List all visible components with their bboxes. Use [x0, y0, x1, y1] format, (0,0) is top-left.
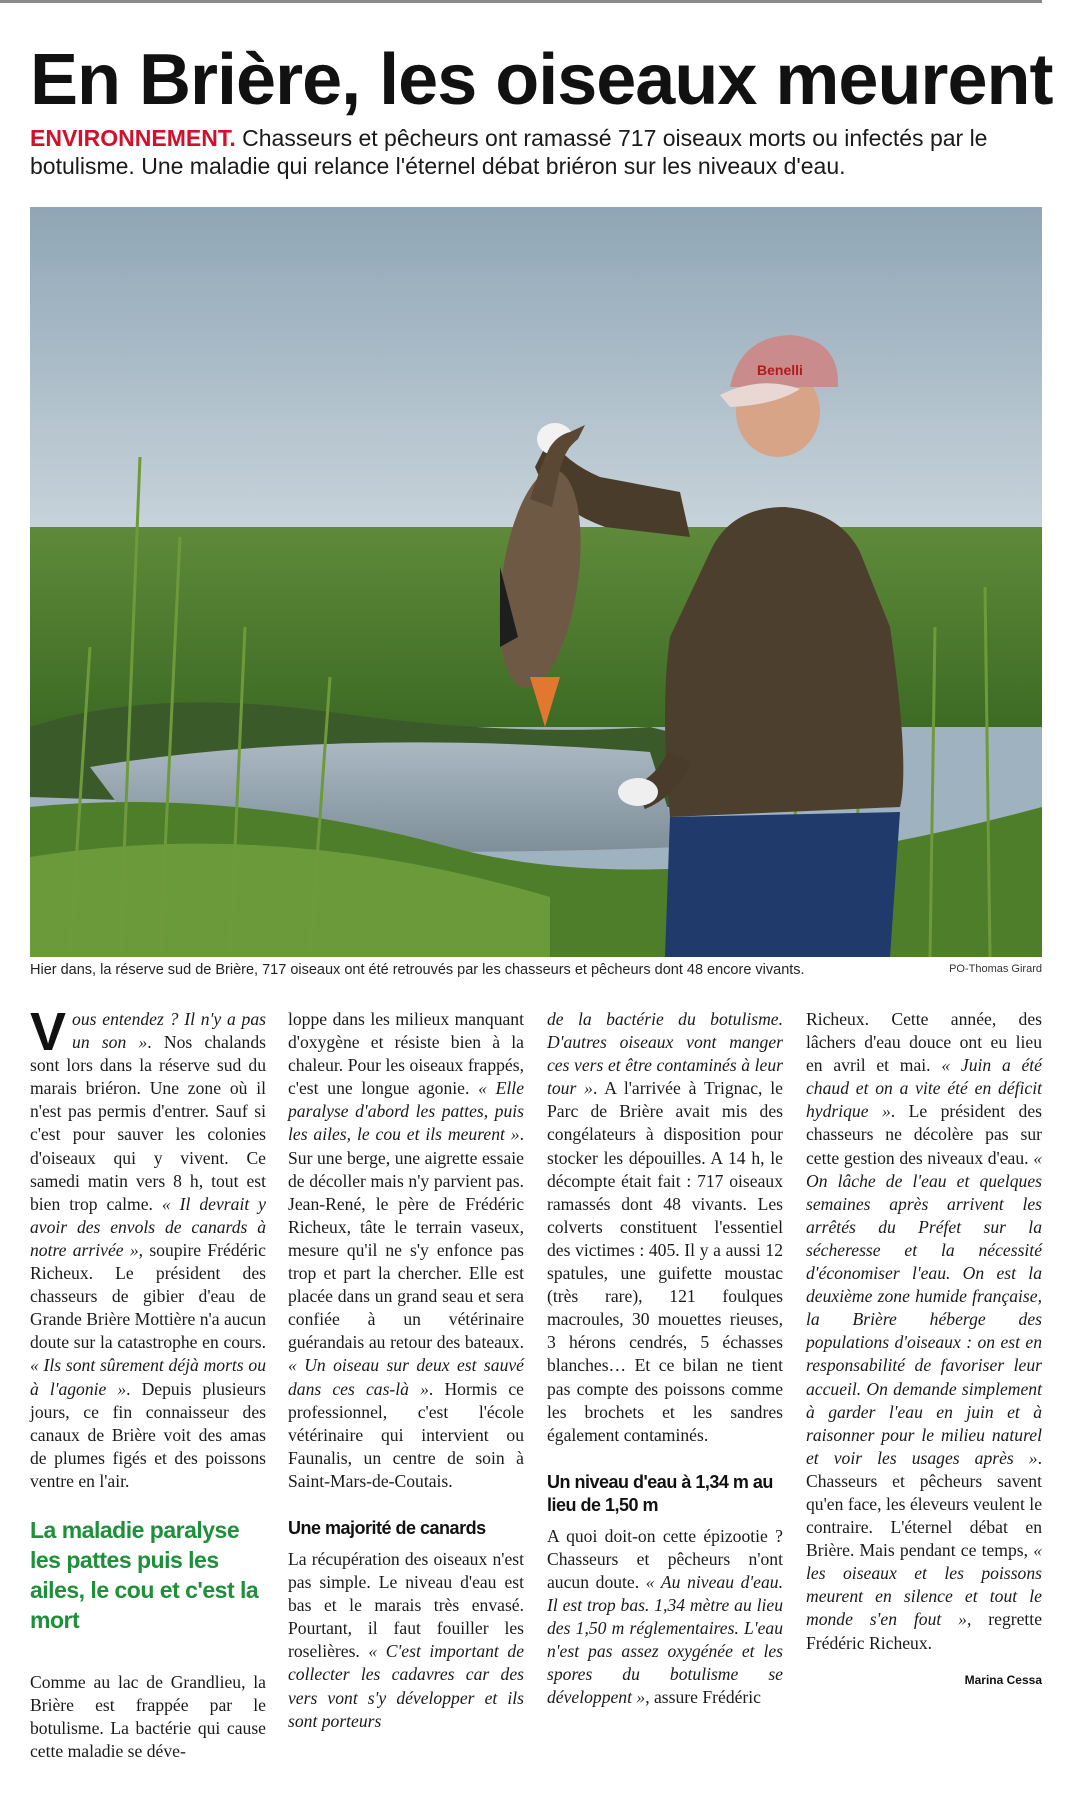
kicker: ENVIRONNEMENT. — [30, 125, 236, 151]
text: . Le président des chasseurs ne décolère pas sur cette gestion des niveaux d'eau. — [806, 1101, 1042, 1168]
photo-caption — [30, 962, 1042, 986]
paragraph — [806, 1008, 1042, 1655]
text: Richeux. Cette année, des lâchers d'eau douce ont eu lieu en avril et mai. — [806, 1009, 1042, 1076]
text: A quoi doit-on cette épizootie ? Chasseurs et pêcheurs n'ont aucun doute. — [547, 1525, 783, 1592]
paragraph — [288, 1548, 524, 1733]
quote: « les oiseaux et les poissons meurent en silence et tout le monde s'en fout » — [806, 1540, 1042, 1630]
text: . A l'arrivée à Trignac, le Parc de Brière avait mis des congélateurs à disposition pour stocker les dépouilles. A 14 h, le décompte était fait : 717 oiseaux ramassés dont 48 vivants. Les colverts constituent l'essentiel des victimes : 405. Il y a aussi 12 spatules, une guifette moustac (très rare), 121 foulques macroules, 30 mouettes rieuses, 3 hérons cendrés, 5 échasses blanches… Et ce bilan ne tient pas compte des poissons comme les brochets et les sandres également contaminés. — [547, 1078, 783, 1445]
photo-credit: PO-Thomas Girard — [949, 963, 1042, 975]
caption-text: Hier dans, la réserve sud de Brière, 717 oiseaux ont été retrouvés par les chasseurs et pêcheurs dont 48 encore vivants. — [30, 962, 805, 978]
text: . Hormis ce professionnel, c'est l'école vétérinaire qui intervient ou Faunalis, un centre de soin à Saint-Mars-de-Coutais. — [288, 1378, 524, 1491]
quote: « Au niveau d'eau. Il est trop bas. 1,34 mètre au lieu des 1,50 m réglementaires. L'eau n'est pas assez oxygénée et les spores du botulisme se développent » — [547, 1571, 783, 1708]
quote: ous entendez ? Il n'y a pas un son » — [72, 1009, 266, 1053]
column-3 — [547, 1008, 783, 1710]
text: , soupire Frédéric Richeux. Le président des chasseurs de gibier d'eau de Grande Brière Mottière n'a aucun doute sur la catastrophe en cours. — [30, 1239, 266, 1353]
quote: « Il devrait y avoir des envols de canards à notre arrivée » — [30, 1193, 266, 1260]
text: loppe dans les milieux manquant d'oxygène et résiste bien à la chaleur. Pour les oiseaux frappés, c'est une longue agonie. — [288, 1009, 524, 1099]
paragraph — [30, 1002, 266, 1493]
paragraph — [547, 1525, 783, 1710]
quote: « Ils sont sûrement déjà morts ou à l'agonie » — [30, 1355, 266, 1399]
cap-logo: Benelli — [757, 362, 803, 378]
paragraph — [547, 1008, 783, 1447]
text: . Depuis plusieurs jours, ce fin connaisseur des canaux de Brière voit des amas de plumes figés et des poissons ventre en l'air. — [30, 1378, 266, 1491]
quote: « Juin a été chaud et on a vite été en déficit hydrique » — [806, 1055, 1042, 1122]
column-2 — [288, 1008, 524, 1733]
text: . Nos chalands sont lors dans la réserve sud du marais briéron. Une zone où il n'est pas permis d'entrer. Sauf si c'est pour sauver les colonies d'oiseaux qui y vivent. Ce samedi matin vers 8 h, tout est bien trop calme. — [30, 1032, 266, 1214]
text: . Chasseurs et pêcheurs savent qu'en face, les éleveurs veulent le contraire. L'éternel débat en Brière. Mais pendant ce temps, — [806, 1447, 1042, 1561]
text: , regrette Frédéric Richeux. — [806, 1609, 1042, 1653]
paragraph — [288, 1008, 524, 1493]
standfirst — [30, 124, 1040, 180]
text: La récupération des oiseaux n'est pas simple. Le niveau d'eau est bas et le marais très envasé. Pourtant, il faut fouiller les roselières. — [288, 1548, 524, 1662]
subheading: Une majorité de canards — [288, 1517, 486, 1538]
photo-illustration — [30, 207, 1042, 957]
top-rule — [0, 0, 1042, 3]
quote: de la bactérie du botulisme. D'autres oiseaux vont manger ces vers et être contaminés à leur tour » — [547, 1009, 783, 1099]
column-1 — [30, 1002, 266, 1763]
article-photo — [30, 207, 1042, 957]
standfirst-text: Chasseurs et pêcheurs ont ramassé 717 oiseaux morts ou infectés par le botulisme. Une maladie qui relance l'éternel débat briéron sur les niveaux d'eau. — [30, 125, 988, 179]
author-signature: Marina Cessa — [964, 1672, 1042, 1687]
quote: « C'est important de collecter les cadavres car des vers vont s'y développer et ils sont porteurs — [288, 1641, 525, 1731]
quote: « On lâche de l'eau et quelques semaines après arrivent les arrêtés du Préfet sur la sécheresse et la nécessité d'économiser l'eau. On est la deuxième zone humide française, la Brière héberge des populations d'oiseaux : on est en responsabilité de favoriser leur accueil. On demande simplement à garder l'eau en juin et à raisonner pour le milieu naturel et voir les usages après » — [806, 1147, 1042, 1468]
drop-cap: V — [30, 1002, 67, 1062]
article-headline: En Brière, les oiseaux meurent — [30, 40, 1053, 120]
column-4 — [806, 1008, 1042, 1692]
pull-quote: La maladie paralyse les pattes puis les ailes, le cou et c'est la mort — [30, 1516, 259, 1633]
text: , assure Frédéric — [645, 1687, 761, 1708]
text: . Sur une berge, une aigrette essaie de décoller mais n'y parvient pas. Jean-René, le père de Frédéric Richeux, tâte le terrain vaseux, mesure qu'il ne s'y enfonce pas trop et part la chercher. Elle est placée dans un grand seau et sera confiée à un vétérinaire guérandais au retour des bateaux. — [288, 1124, 524, 1353]
quote: « Un oiseau sur deux est sauvé dans ces cas-là » — [288, 1355, 524, 1399]
subheading: Un niveau d'eau à 1,34 m au lieu de 1,50 m — [547, 1471, 773, 1515]
paragraph: Comme au lac de Grandlieu, la Brière est frappée par le botulisme. La bactérie qui cause cette maladie se déve- — [30, 1671, 266, 1762]
quote: « Elle paralyse d'abord les pattes, puis les ailes, le cou et ils meurent » — [288, 1078, 525, 1145]
